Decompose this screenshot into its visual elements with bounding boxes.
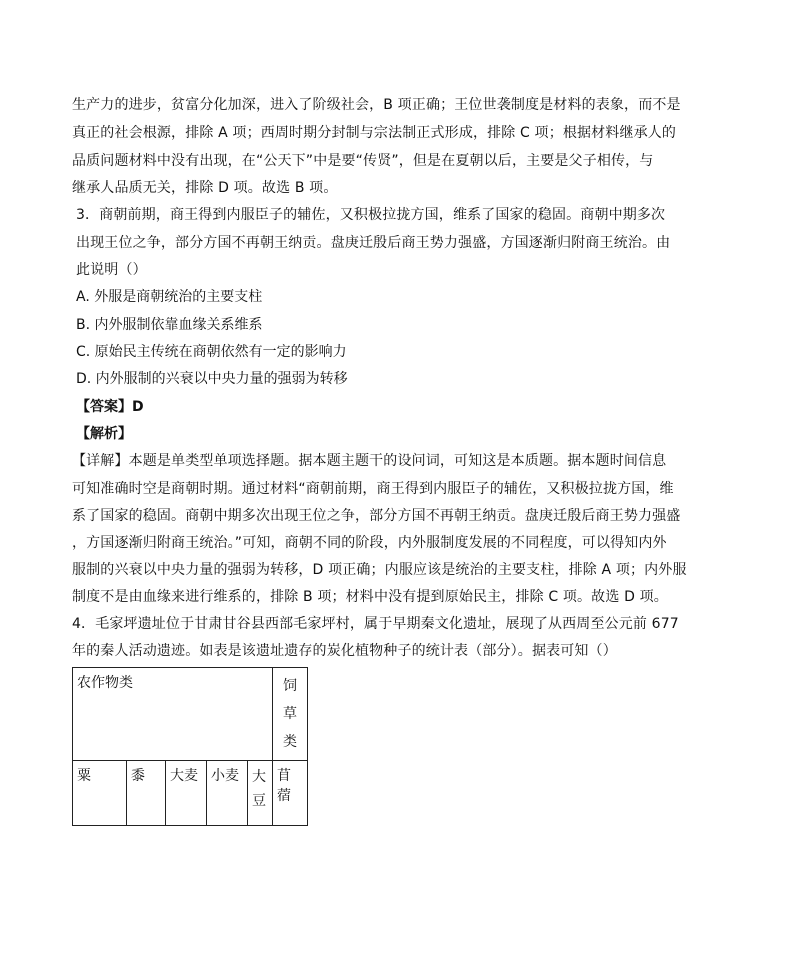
soybean-char-1: 大 (252, 769, 266, 785)
answer-line (76, 398, 144, 416)
table-cell-millet: 粟 (73, 761, 127, 826)
table-cell-barley: 大麦 (166, 761, 207, 826)
question-4-stem-line-1: 4．毛家坪遗址位于甘肃甘谷县西部毛家坪村，属于早期秦文化遗址，展现了从西周至公元前 677 (72, 616, 679, 632)
forage-char-3: 类 (283, 734, 297, 750)
answer-label: 【答案】 (76, 399, 132, 415)
question-3-stem-line-2: 出现王位之争，部分方国不再朝王纳贡。盘庚迁殷后商王势力强盛，方国逐渐归附商王统治。由 (76, 235, 671, 251)
table-cell-wheat: 小麦 (207, 761, 248, 826)
soybean-char-2: 豆 (252, 793, 266, 809)
question-4-stem-line-2: 年的秦人活动遗迹。如表是该遗址遗存的炭化植物种子的统计表（部分）。据表可知（） (72, 643, 617, 659)
detail-line-1: 【详解】本题是单类型单项选择题。据本题主题干的设问词，可知这是本质题。据本题时间信息 (72, 453, 667, 469)
detail-line-3: 系了国家的稳固。商朝中期多次出现王位之争，部分方国不再朝王纳贡。盘庚迁殷后商王势力强盛 (72, 508, 681, 524)
prev-explanation-line-4: 继承人品质无关，排除 D 项。故选 B 项。 (72, 180, 338, 196)
detail-line-6: 制度不是由血缘来进行维系的，排除 B 项；材料中没有提到原始民主，排除 C 项。故选 D 项。 (72, 589, 668, 605)
question-3-stem-line-1: 3．商朝前期，商王得到内服臣子的辅佐，又积极拉拢方国，维系了国家的稳固。商朝中期多次 (76, 207, 666, 223)
question-3-option-b: B. 内外服制依靠血缘关系维系 (76, 317, 263, 333)
answer-value: D (132, 399, 144, 415)
detail-line-2: 可知准确时空是商朝时期。通过材料“商朝前期，商王得到内服臣子的辅佐，又积极拉拢方国，维 (72, 481, 674, 497)
prev-explanation-line-3: 品质问题材料中没有出现，在“公天下”中是要“传贤”，但是在夏朝以后，主要是父子相传，与 (72, 153, 654, 169)
forage-char-1: 饲 (283, 678, 297, 694)
table-cell-broomcorn: 黍 (127, 761, 166, 826)
detail-line-4: ，方国逐渐归附商王统治。”可知，商朝不同的阶段，内外服制度发展的不同程度，可以得知内外 (72, 535, 667, 551)
question-3-option-d: D. 内外服制的兴衰以中央力量的强弱为转移 (76, 371, 348, 387)
prev-explanation-line-1: 生产力的进步，贫富分化加深，进入了阶级社会，B 项正确；王位世袭制度是材料的表象，而不是 (72, 97, 681, 113)
question-3-stem-line-3: 此说明（） (76, 262, 147, 278)
table-header-crops: 农作物类 (73, 668, 273, 761)
table-header-forage (273, 668, 308, 761)
question-3-option-c: C. 原始民主传统在商朝依然有一定的影响力 (76, 344, 347, 360)
table-cell-soybean (248, 761, 273, 826)
detail-line-5: 服制的兴衰以中央力量的强弱为转移，D 项正确；内服应该是统治的主要支柱，排除 A 项；内外服 (72, 562, 687, 578)
table-cell-alfalfa: 苜蓿 (273, 761, 308, 826)
question-3-option-a: A. 外服是商朝统治的主要支柱 (76, 289, 263, 305)
forage-char-2: 草 (283, 706, 297, 722)
prev-explanation-line-2: 真正的社会根源，排除 A 项；西周时期分封制与宗法制正式形成，排除 C 项；根据材料继承人的 (72, 125, 677, 141)
seed-statistics-table (72, 667, 308, 826)
analysis-label: 【解析】 (76, 426, 132, 442)
